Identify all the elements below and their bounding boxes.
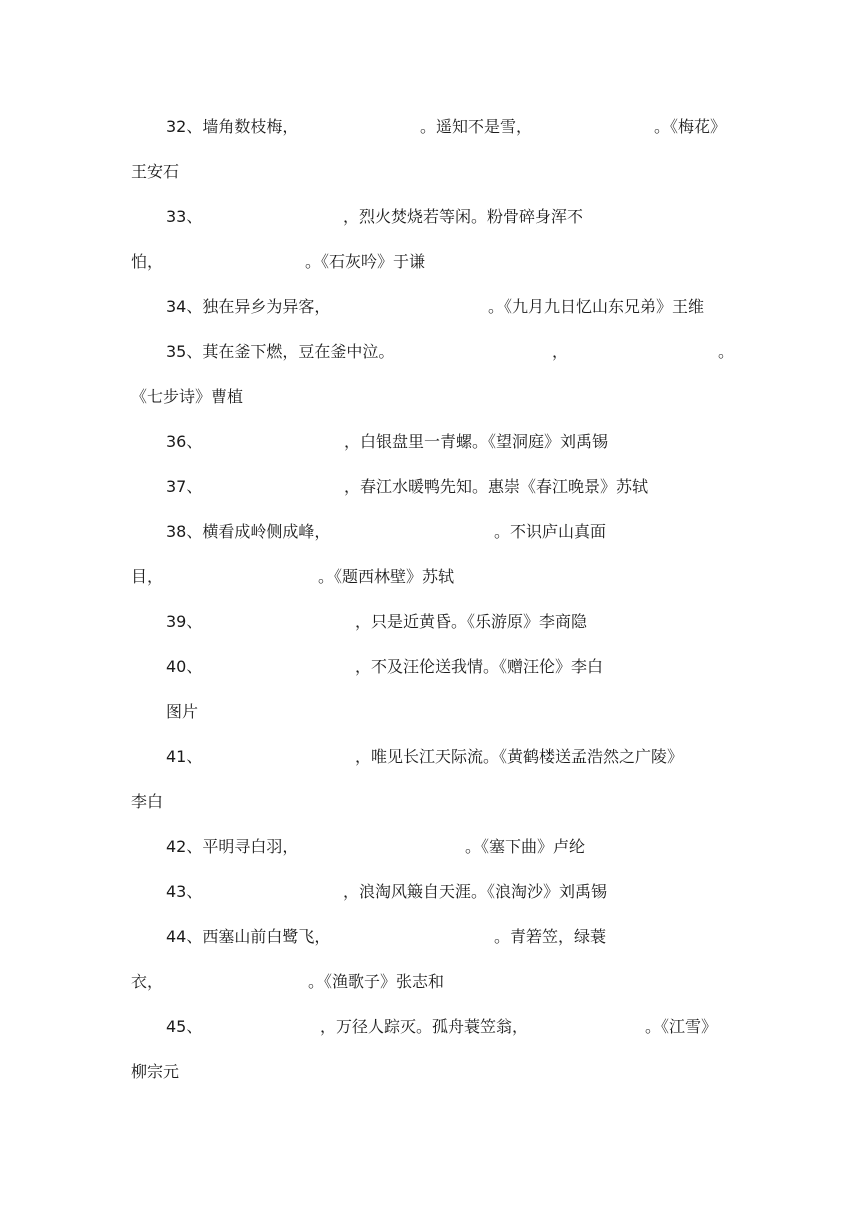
q32-part1: 32、墙角数枝梅， <box>166 117 299 136</box>
q35-source: 《七步诗》曹植 <box>131 387 244 406</box>
q44-part3: 衣， <box>131 972 164 991</box>
question-32-line1 <box>0 113 860 141</box>
q39-part2: ，只是近黄昏。《乐游原》李商隐 <box>355 612 588 631</box>
q42-part2: 。《塞下曲》卢纶 <box>465 837 586 856</box>
q39-number: 39、 <box>166 612 203 631</box>
q33-part4: 。《石灰吟》于谦 <box>305 252 426 271</box>
question-33-line2 <box>0 248 860 276</box>
question-45-line1 <box>0 1013 860 1041</box>
question-34-line <box>0 293 860 321</box>
question-43-line <box>0 878 860 906</box>
question-35-line1 <box>0 338 860 366</box>
q42-part1: 42、平明寻白羽， <box>166 837 299 856</box>
q35-part2: ， <box>552 342 569 361</box>
image-placeholder-line <box>0 698 860 726</box>
q35-part3: 。 <box>718 342 735 361</box>
q32-part3: 。《梅花》 <box>654 117 727 136</box>
q41-author: 李白 <box>131 792 164 811</box>
question-38-line1 <box>0 518 860 546</box>
q44-part2: 。青箬笠，绿蓑 <box>494 927 607 946</box>
q34-part2: 。《九月九日忆山东兄弟》王维 <box>488 297 705 316</box>
question-42-line <box>0 833 860 861</box>
q36-part2: ，白银盘里一青螺。《望洞庭》刘禹锡 <box>344 432 609 451</box>
q33-part3: 怕， <box>131 252 164 271</box>
q45-part2: ，万径人踪灭。孤舟蓑笠翁， <box>320 1017 529 1036</box>
question-45-line2 <box>0 1058 860 1086</box>
q38-part3: 目， <box>131 567 164 586</box>
q38-part4: 。《题西林壁》苏轼 <box>318 567 455 586</box>
question-39-line <box>0 608 860 636</box>
question-38-line2 <box>0 563 860 591</box>
q35-part1: 35、萁在釜下燃，豆在釜中泣。 <box>166 342 395 361</box>
question-44-line2 <box>0 968 860 996</box>
q43-part2: ，浪淘风簸自天涯。《浪淘沙》刘禹锡 <box>343 882 608 901</box>
q44-part4: 。《渔歌子》张志和 <box>308 972 445 991</box>
q45-number: 45、 <box>166 1017 203 1036</box>
question-36-line <box>0 428 860 456</box>
q43-number: 43、 <box>166 882 203 901</box>
question-35-line2 <box>0 383 860 411</box>
question-33-line1 <box>0 203 860 231</box>
q44-part1: 44、西塞山前白鹭飞， <box>166 927 331 946</box>
question-41-line2 <box>0 788 860 816</box>
q38-part2: 。不识庐山真面 <box>494 522 607 541</box>
q38-part1: 38、横看成岭侧成峰， <box>166 522 331 541</box>
question-37-line <box>0 473 860 501</box>
image-placeholder-text: 图片 <box>166 702 199 721</box>
q45-part3: 。《江雪》 <box>645 1017 718 1036</box>
q37-number: 37、 <box>166 477 203 496</box>
q36-number: 36、 <box>166 432 203 451</box>
question-32-line2 <box>0 158 860 186</box>
q33-part2: ，烈火焚烧若等闲。粉骨碎身浑不 <box>343 207 584 226</box>
q41-number: 41、 <box>166 747 203 766</box>
q40-part2: ，不及汪伦送我情。《赠汪伦》李白 <box>355 657 604 676</box>
q41-part2: ，唯见长江天际流。《黄鹤楼送孟浩然之广陵》 <box>355 747 684 766</box>
q45-author: 柳宗元 <box>131 1062 180 1081</box>
q32-part2: 。遥知不是雪， <box>420 117 533 136</box>
question-41-line1 <box>0 743 860 771</box>
question-40-line <box>0 653 860 681</box>
q37-part2: ，春江水暖鸭先知。惠崇《春江晚景》苏轼 <box>344 477 649 496</box>
q32-author: 王安石 <box>131 162 180 181</box>
q40-number: 40、 <box>166 657 203 676</box>
question-44-line1 <box>0 923 860 951</box>
q34-part1: 34、独在异乡为异客， <box>166 297 331 316</box>
q33-number: 33、 <box>166 207 203 226</box>
